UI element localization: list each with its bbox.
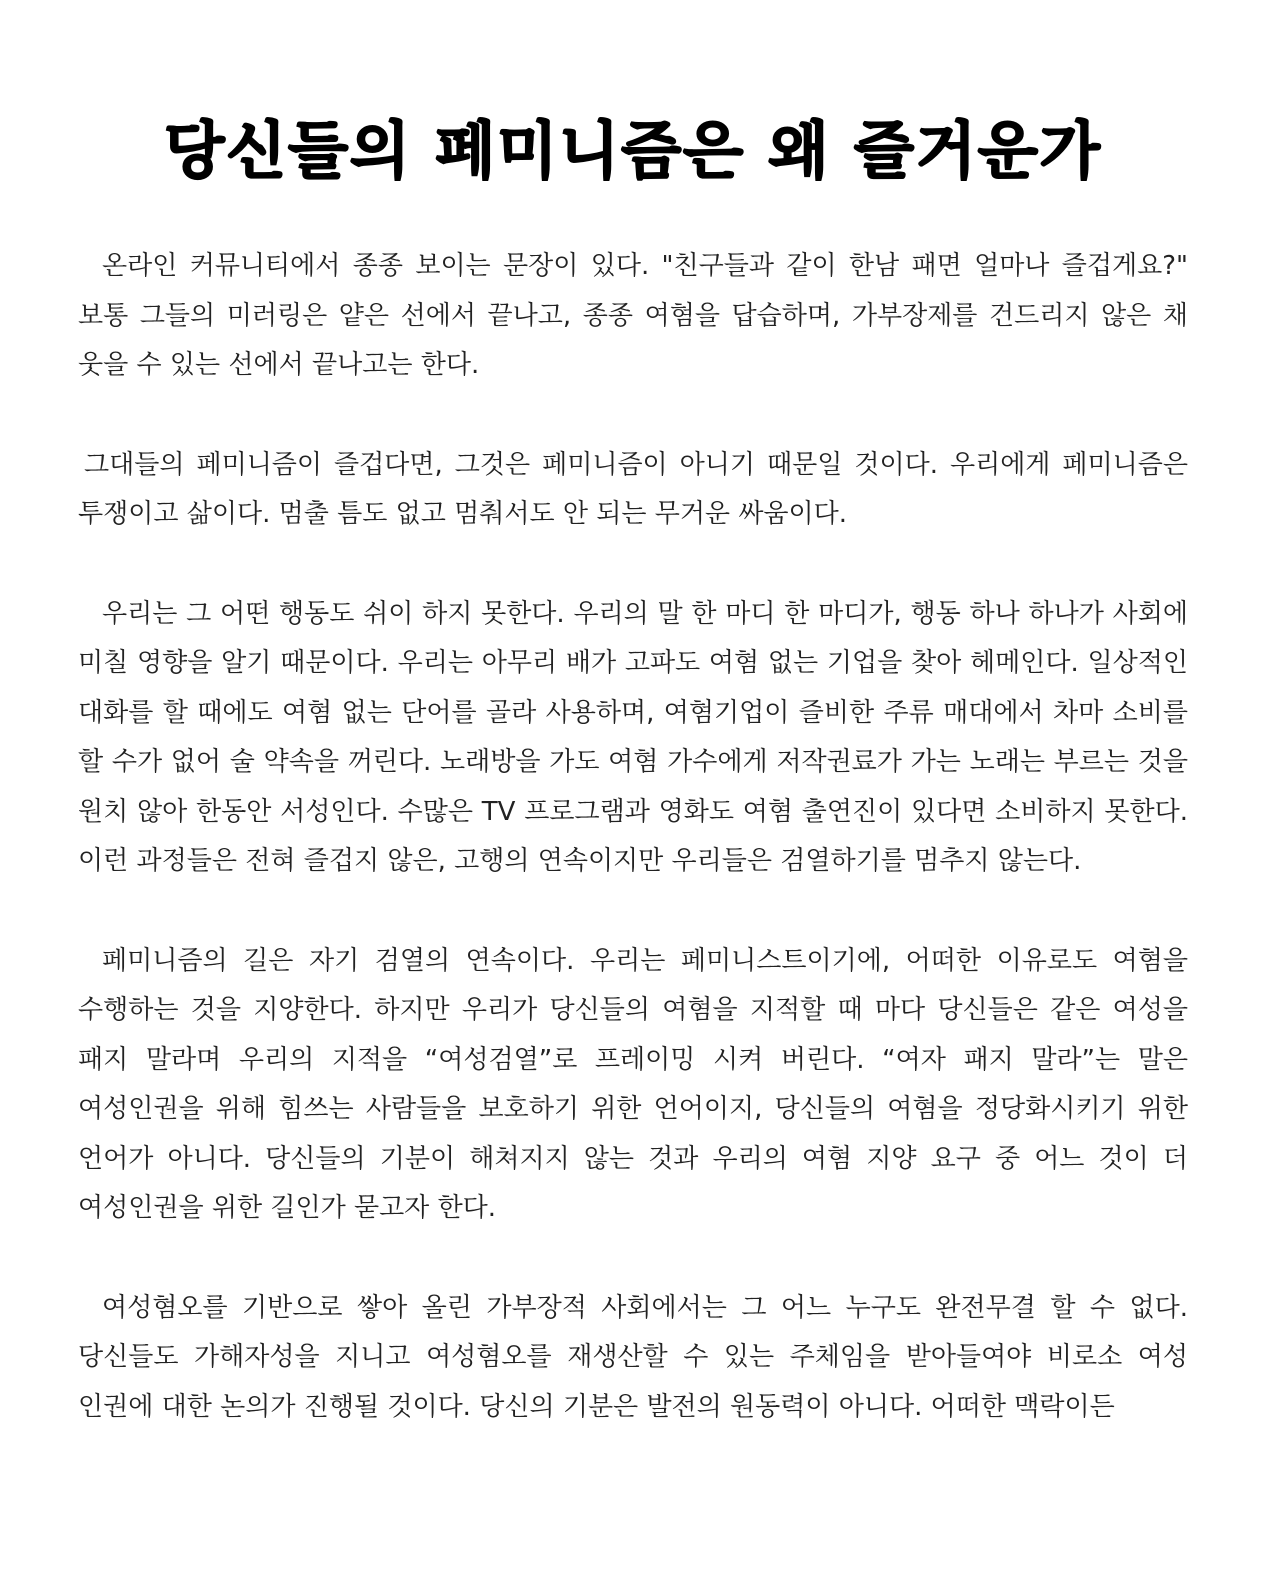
paragraph-1: 온라인 커뮤니티에서 종종 보이는 문장이 있다. "친구들과 같이 한남 패면 얼마나 즐겁게요?" 보통 그들의 미러링은 얕은 선에서 끝나고, 종종 여혐을 답습하며, 가부장제를 건드리지 않은 채 웃을 수 있는 선에서 끝나고는 한다. — [78, 251, 1188, 380]
paragraph-5: 여성혐오를 기반으로 쌓아 올린 가부장적 사회에서는 그 어느 누구도 완전무결 할 수 없다. 당신들도 가해자성을 지니고 여성혐오를 재생산할 수 있는 주체임을 받아들여야 비로소 여성 인권에 대한 논의가 진행될 것이다. 당신의 기분은 발전의 원동력이 아니다. 어떠한 맥락이든 — [78, 1292, 1188, 1422]
paragraph-3: 우리는 그 어떤 행동도 쉬이 하지 못한다. 우리의 말 한 마디 한 마디가, 행동 하나 하나가 사회에 미칠 영향을 알기 때문이다. 우리는 아무리 배가 고파도 여혐 없는 기업을 찾아 헤메인다. 일상적인 대화를 할 때에도 여혐 없는 단어를 골라 사용하며, 여혐기업이 즐비한 주류 매대에서 차마 소비를 할 수가 없어 술 약속을 꺼린다. 노래방을 가도 여혐 가수에게 저작권료가 가는 노래는 부르는 것을 원치 않아 한동안 서성인다. 수많은 TV 프로그램과 영화도 여혐 출연진이 있다면 소비하지 못한다. 이런 과정들은 전혀 즐겁지 않은, 고행의 연속이지만 우리들은 검열하기를 멈추지 않는다. — [78, 598, 1188, 876]
article-title: 당신들의 페미니즘은 왜 즐거운가 — [164, 114, 1102, 187]
paragraph-4: 페미니즘의 길은 자기 검열의 연속이다. 우리는 페미니스트이기에, 어떠한 이유로도 여혐을 수행하는 것을 지양한다. 하지만 우리가 당신들의 여혐을 지적할 때 마다 당신들은 같은 여성을 패지 말라며 우리의 지적을 “여성검열”로 프레이밍 시켜 버린다. “여자 패지 말라”는 말은 여성인권을 위해 힘쓰는 사람들을 보호하기 위한 언어이지, 당신들의 여혐을 정당화시키기 위한 언어가 아니다. 당신들의 기분이 해쳐지지 않는 것과 우리의 여혐 지양 요구 중 어느 것이 더 여성인권을 위한 길인가 묻고자 한다. — [78, 945, 1188, 1223]
paragraph-2: 그대들의 페미니즘이 즐겁다면, 그것은 페미니즘이 아니기 때문일 것이다. 우리에게 페미니즘은 투쟁이고 삶이다. 멈출 틈도 없고 멈춰서도 안 되는 무거운 싸움이다. — [78, 449, 1188, 529]
article-body — [78, 242, 1188, 1432]
